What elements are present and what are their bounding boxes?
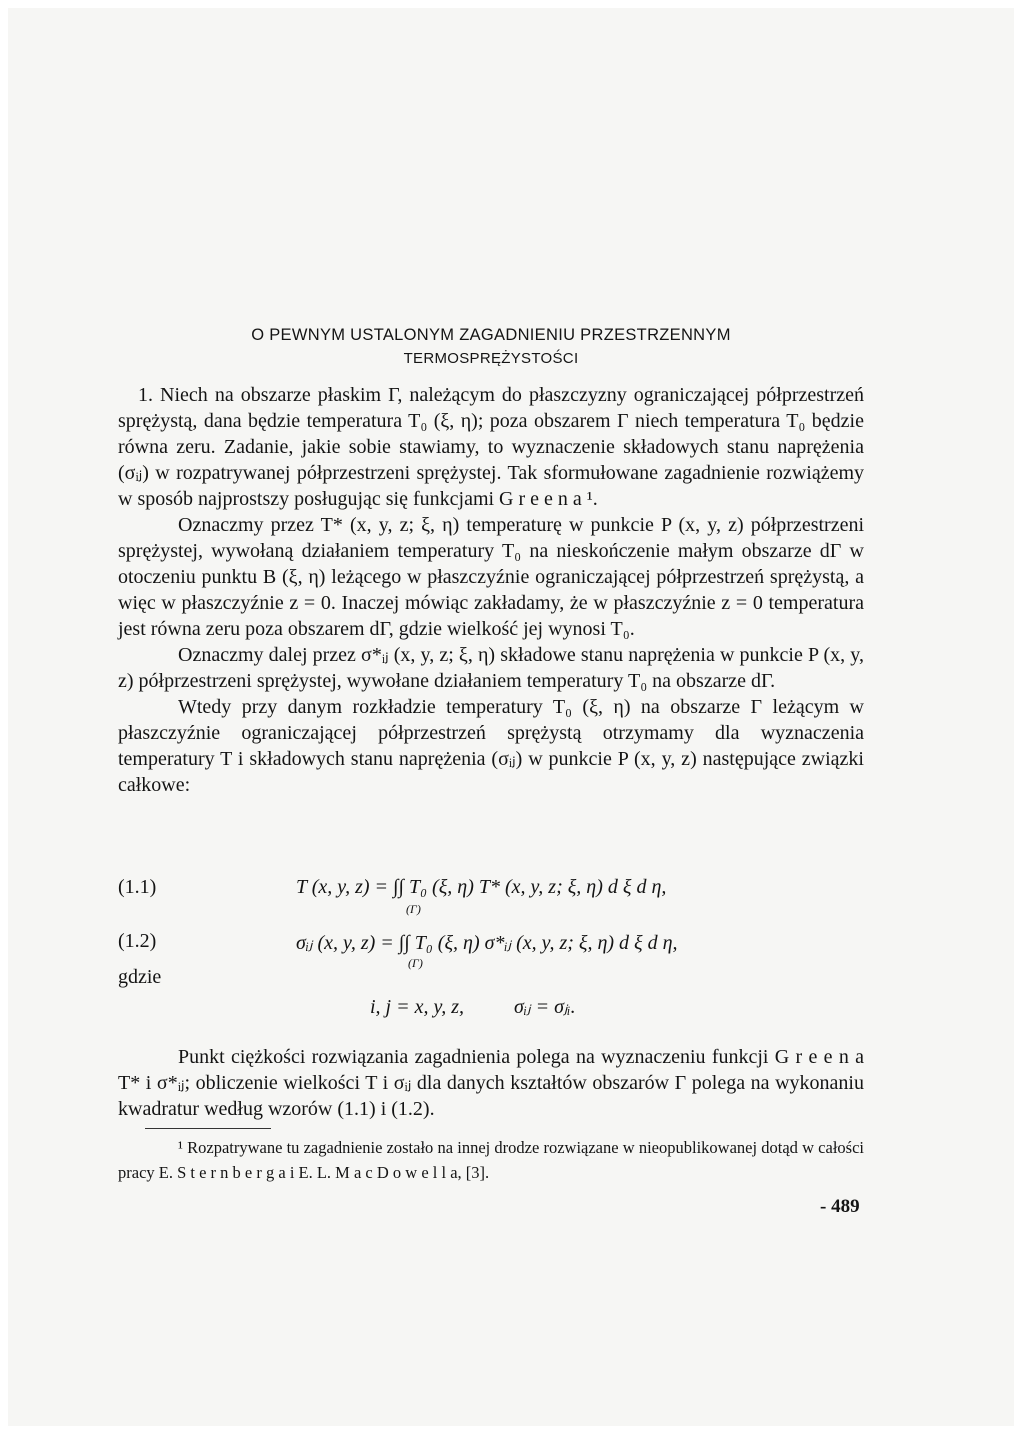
page-number: - 489 (820, 1196, 860, 1217)
closing-paragraph: Punkt ciężkości rozwiązania zagadnienia polega na wyznaczeniu funkcji G r e e n a T* i σ*ᵢⱼ; obliczenie wielkości T i σᵢⱼ dla danych kształtów obszarów Γ polega na wykonaniu kwadratur według wzorów (1.1) i (1.2). (118, 1046, 864, 1120)
equation-1-1 (118, 876, 864, 916)
index-definition (118, 994, 864, 1034)
equation-number: (1.2) (118, 930, 157, 952)
closing-text (118, 1044, 864, 1122)
paragraph-1: 1. Niech na obszarze płaskim Γ, należącym do płaszczyzny ograniczającej półprzestrzeń sprężystą, dana będzie temperatura T₀ (ξ, η); poza obszarem Γ niech temperatura T₀ będzie równa zeru. Zadanie, jakie sobie stawiamy, to wyznaczenie składowych stanu naprężenia (σᵢⱼ) w rozpatrywanej półprzestrzeni sprężystej. Tak sformułowane zagadnienie rozwiążemy w sposób najprostszy posługując się funkcjami G r e e n a ¹. (118, 384, 864, 510)
equation-number: (1.1) (118, 876, 157, 898)
paragraph-4: Wtedy przy danym rozkładzie temperatury T₀ (ξ, η) na obszarze Γ leżącym w płaszczyźnie ograniczającej półprzestrzeń sprężystą otrzymamy dla wyznaczenia temperatury T i składowych stanu naprężenia (σᵢⱼ) w punkcie P (x, y, z) następujące związki całkowe: (118, 696, 864, 796)
body-text (118, 382, 864, 798)
article-title (118, 323, 864, 371)
paragraph-2: Oznaczmy przez T* (x, y, z; ξ, η) temperaturę w punkcie P (x, y, z) półprzestrzeni sprężystej, wywołaną działaniem temperatury T₀ na nieskończenie małym obszarze dΓ w otoczeniu punktu B (ξ, η) leżącego w płaszczyźnie ograniczającej półprzestrzeń sprężystą, a więc w płaszczyźnie z = 0. Inaczej mówiąc zakładamy, że w płaszczyźnie z = 0 temperatura jest równa zeru poza obszarem dΓ, gdzie wielkość jej wynosi T₀. (118, 514, 864, 640)
integral-domain: (Γ) (408, 956, 423, 970)
equation-1-2 (118, 930, 864, 970)
footnote: ¹ Rozpatrywane tu zagadnienie zostało na innej drodze rozwiązane w nieopublikowanej dotąd w całości pracy E. S t e r n b e r g a i E. L. M a c D o w e l l a, [3]. (118, 1138, 864, 1182)
index-line: i, j = x, y, z, σᵢⱼ = σⱼᵢ. (370, 996, 576, 1018)
equation-body: T (x, y, z) = ∫∫ T₀ (ξ, η) T* (x, y, z; ξ, η) d ξ d η, (296, 876, 667, 898)
integral-domain: (Γ) (406, 902, 421, 916)
gdzie-label: gdzie (118, 966, 162, 988)
title-line-1: O PEWNYM USTALONYM ZAGADNIENIU PRZESTRZENNYM (251, 326, 731, 344)
equation-body: σᵢⱼ (x, y, z) = ∫∫ T₀ (ξ, η) σ*ᵢⱼ (x, y, z; ξ, η) d ξ d η, (296, 932, 678, 954)
paragraph-3: Oznaczmy dalej przez σ*ᵢⱼ (x, y, z; ξ, η) składowe stanu naprężenia w punkcie P (x, y, z) półprzestrzeni sprężystej, wywołane działaniem temperatury T₀ na obszarze dΓ. (118, 644, 864, 692)
title-line-2: TERMOSPRĘŻYSTOŚCI (403, 350, 579, 367)
footnote-rule (145, 1128, 271, 1129)
